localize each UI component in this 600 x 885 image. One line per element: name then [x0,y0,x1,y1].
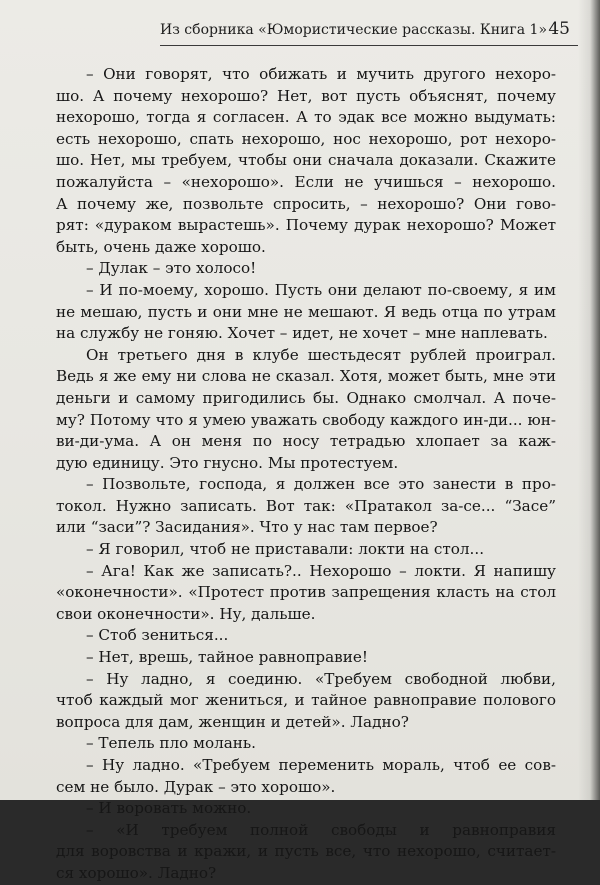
text-line: – Ага! Как же записать?.. Нехорошо – локти. Я напишу [86,561,556,580]
text-line: ся хорошо». Ладно? [56,863,217,882]
text-line: деньги и самому пригодились бы. Однако смолчал. А поче- [56,388,556,407]
text-line: вопроса для дам, женщин и детей». Ладно? [56,712,409,731]
text-line: – Я говорил, чтоб не приставали: локти на стол... [86,540,485,559]
text-line: дую единицу. Это гнусно. Мы протестуем. [56,453,399,472]
text-line: «оконечности». «Протест против запрещения класть на стол [56,583,556,602]
text-line: шо. А почему нехорошо? Нет, вот пусть объяснят, почему [56,86,556,105]
text-line: А почему же, позвольте спросить, – нехорошо? Они гово- [56,194,556,213]
text-line: Ведь я же ему ни слова не сказал. Хотя, может быть, мне эти [56,367,556,386]
text-line: – Они говорят, что обижать и мучить другого нехоро- [86,65,556,83]
text-line: есть нехорошо, спать нехорошо, нос нехорошо, рот нехоро- [56,129,556,148]
text-line: шо. Нет, мы требуем, чтобы они сначала доказали. Скажите [56,151,556,170]
page-edge-shadow [578,0,600,800]
header-rule [160,45,578,46]
text-line: не мешаю, пусть и они мне не мешают. Я ведь отца по утрам [56,302,556,321]
text-line: свои оконечности». Ну, дальше. [56,604,316,623]
text-line: пожалуйста – «нехорошо». Если не учишься – нехорошо. [56,172,556,191]
running-header [160,18,578,48]
text-line: рят: «дураком вырастешь». Почему дурак нехорошо? Может [56,216,556,235]
text-line: или “заси”? Засидания». Что у нас там первое? [56,518,438,537]
text-line: для воровства и кражи, и пусть все, что нехорошо, считает- [56,842,556,861]
text-line: на службу не гоняю. Хочет – идет, не хочет – мне наплевать. [56,324,548,343]
text-line: токол. Нужно записать. Вот так: «Пратакол за-се... “Засе” [56,496,556,515]
text-line: му? Потому что я умею уважать свободу каждого ин-ди... юн- [56,410,556,429]
text-line: – Стоб зениться... [86,626,229,645]
text-line: – Позвольте, господа, я должен все это занести в про- [86,475,556,494]
text-line: чтоб каждый мог жениться, и тайное равноправие полового [56,691,556,710]
text-line: – «И требуем полной свободы и равноправия [86,820,556,839]
text-line: – Нет, врешь, тайное равноправие! [86,648,368,667]
text-line: – Ну ладно, я соединю. «Требуем свободной любви, [86,669,556,688]
text-line: Он третьего дня в клубе шестьдесят рублей проиграл. [86,345,556,364]
body-text [56,64,556,885]
text-line: быть, очень даже хорошо. [56,237,266,256]
page-number: 45 [548,19,570,39]
text-line: – Тепель пло молань. [86,734,257,753]
text-line: – Дулак – это холосо! [86,259,257,278]
text-line: нехорошо, тогда я согласен. А то эдак все можно выдумать: [56,108,556,127]
text-line: сем не было. Дурак – это хорошо». [56,777,336,796]
header-title: Из сборника «Юмористические рассказы. Книга 1» [160,22,548,38]
text-line: – И воровать можно. [86,799,252,818]
text-line: – И по-моему, хорошо. Пусть они делают по-своему, я им [86,280,556,299]
text-line: – Ну ладно. «Требуем переменить мораль, чтоб ее сов- [86,756,556,774]
text-line: ви-ди-ума. А он меня по носу тетрадью хлопает за каж- [56,432,556,451]
